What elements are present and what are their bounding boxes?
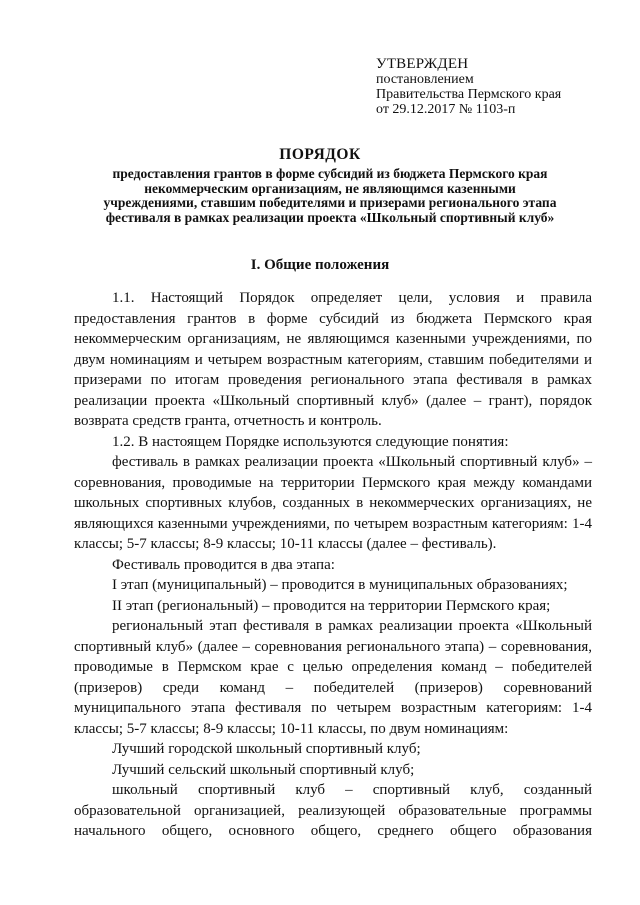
approval-line: постановлением [376,72,474,87]
approval-line: Правительства Пермского края [376,87,562,102]
paragraph: 1.1. Настоящий Порядок определяет цели, условия и правила предоставления грантов в форме субсидий из бюджета Пермского края некоммерческим организациям, не являющимся казенными учреждениями, по двум номинациям и четырем возрастным категориям, ставшим победителями и призерами по итогам проведения регионального этапа фестиваля в рамках реализации проекта «Школьный спортивный клуб» (далее – грант), порядок возврата средств гранта, отчетность и контроль. [74,290,592,429]
paragraph: региональный этап фестиваля в рамках реализации проекта «Школьный спортивный клуб» (далее – соревнования регионального этапа) – соревнования, проводимые в Пермском крае с целью определения команд – победителей (призеров) среди команд – победителей (призеров) соревнований муниципального этапа фестиваля по четырем возрастным категориям: 1-4 классы; 5-7 классы; 8-9 классы; 10-11 классы, по двум номинациям: [74,618,592,737]
paragraph: Лучший городской школьный спортивный клуб; [112,741,421,757]
subtitle-line: фестиваля в рамках реализации проекта «Школьный спортивный клуб» [105,209,555,225]
paragraph: 1.2. В настоящем Порядке используются следующие понятия: [112,433,509,450]
paragraph: Фестиваль проводится в два этапа: [112,556,335,573]
paragraph: I этап (муниципальный) – проводится в муниципальных образованиях; [112,577,568,593]
subtitle-line: предоставления грантов в форме субсидий из бюджета Пермского края [112,166,548,181]
paragraph: школьный спортивный клуб – спортивный клуб, созданный образовательной организацией, реализующей образовательные программы начального общего, основного общего, среднего общего образования [74,782,592,839]
body-text [74,288,592,842]
subtitle-line: некоммерческим организациям, не являющимся казенными [144,180,516,196]
section-heading: I. Общие положения [250,257,390,273]
paragraph: II этап (региональный) – проводится на территории Пермского края; [112,597,551,614]
paragraph: Лучший сельский школьный спортивный клуб; [112,761,415,778]
approval-line: от 29.12.2017 № 1103-п [376,102,516,117]
subtitle-line: учреждениями, ставшим победителями и призерами регионального этапа [103,195,557,210]
document-subtitle [60,167,600,225]
approval-stamp [376,57,616,117]
paragraph: фестиваль в рамках реализации проекта «Школьный спортивный клуб» – соревнования, проводимые на территории Пермского края между командами школьных спортивных клубов, созданных в некоммерческих организациях, не являющихся казенными учреждениями, по четырем возрастным категориям: 1-4 классы; 5-7 классы; 8-9 классы; 10-11 классы (далее – фестиваль). [74,454,592,552]
approval-title: УТВЕРЖДЕН [376,56,469,72]
document-title: ПОРЯДОК [279,146,361,163]
